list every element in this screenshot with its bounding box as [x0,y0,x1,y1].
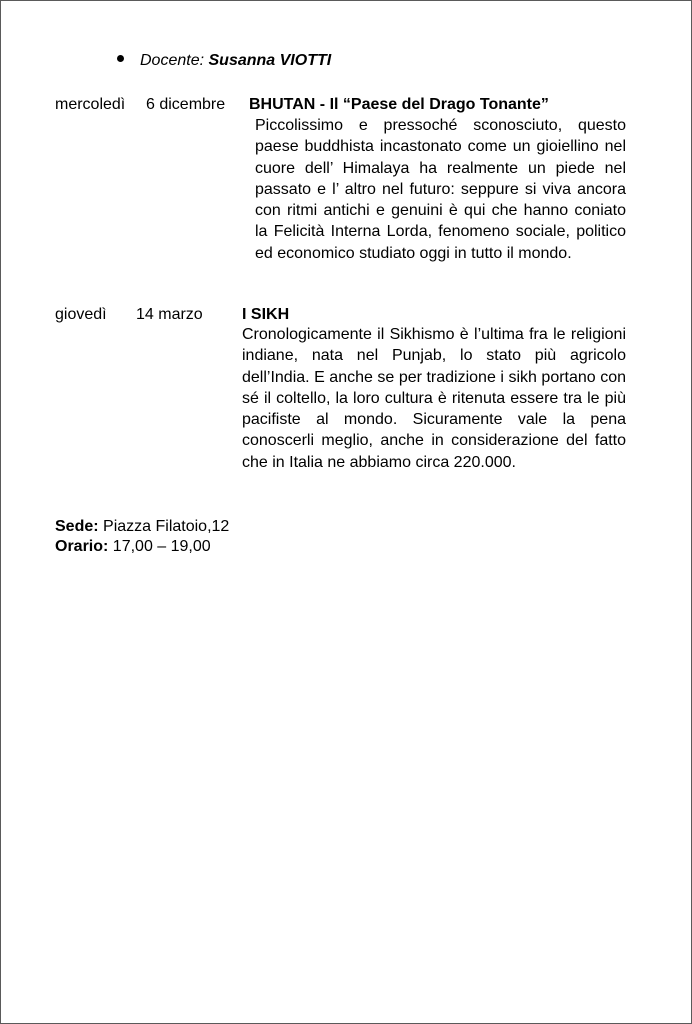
venue-line [55,516,229,537]
event-1-description: Piccolissimo e pressoché sconosciuto, questo paese buddhista incastonato come un gioiellino nel cuore dell’ Himalaya ha realmente un piede nel passato e l’ altro nel futuro: seppure si viva ancora con ritmi antichi e genuini è qui che hanno coniato la Felicità Interna Lorda, fenomeno sociale, politico ed economico studiato oggi in tutto il mondo. [255,117,626,262]
event-2-description: Cronologicamente il Sikhismo è l’ultima fra le religioni indiane, nata nel Punjab, lo stato più agricolo dell’India. E anche se per tradizione i sikh portano con sé il coltello, la loro cultura è ritenuta essere tra le più pacifiste al mondo. Sicuramente vale la pena conoscerli meglio, anche in considerazione del fatto che in Italia ne abbiamo circa 220.000. [242,326,626,471]
event-2-weekday: giovedì [55,306,107,323]
venue-value: Piazza Filatoio,12 [103,518,230,535]
bullet-icon [117,55,124,62]
venue-label: Sede: [55,518,99,535]
event-1-date: 6 dicembre [146,96,226,113]
event-2-date: 14 marzo [136,306,203,323]
teacher-name: Susanna VIOTTI [208,52,332,69]
schedule-line [55,536,211,557]
event-1-title: BHUTAN - Il “Paese del Drago Tonante” [249,96,549,113]
teacher-line [117,50,331,71]
event-2-title: I SIKH [242,306,290,323]
schedule-value: 17,00 – 19,00 [112,538,211,555]
schedule-label: Orario: [55,538,109,555]
event-1-weekday: mercoledì [55,96,126,113]
teacher-label: Docente: [140,52,205,69]
